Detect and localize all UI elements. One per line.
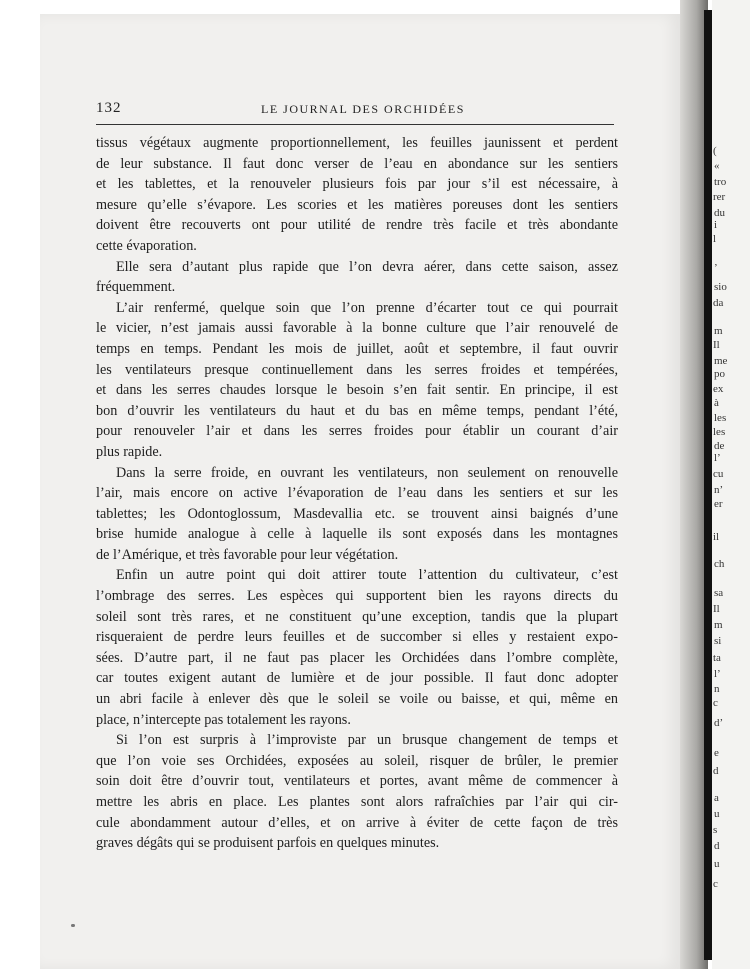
adjacent-page-fragment: les bbox=[714, 412, 727, 424]
text-line: et les tablettes, et la renouveler plusieurs fois par jour s’il est nécessaire, à bbox=[96, 176, 618, 193]
text-line: plus rapide. bbox=[96, 443, 163, 460]
adjacent-page-fragment: n’ bbox=[714, 484, 724, 496]
text-line: tablettes; les Odontoglossum, Masdevallia etc. se trouvent ainsi baignés d’une bbox=[96, 505, 618, 522]
text-line: et dans les serres chaudes lorsque le besoin s’en fait sentir. En principe, il est bbox=[96, 382, 618, 399]
adjacent-page-fragment: d bbox=[714, 840, 720, 852]
adjacent-page-fragment: e bbox=[714, 747, 719, 759]
adjacent-page-fragment: da bbox=[713, 297, 724, 309]
page-number: 132 bbox=[96, 100, 122, 116]
text-line: Si l’on est surpris à l’improviste par un brusque changement de temps et bbox=[116, 732, 618, 749]
text-line: Enfin un autre point qui doit attirer toute l’attention du cultivateur, c’est bbox=[116, 567, 618, 584]
adjacent-page-fragment: l’ bbox=[714, 668, 721, 680]
adjacent-page-fragment: d bbox=[713, 765, 719, 777]
header-rule bbox=[96, 124, 614, 125]
adjacent-page-fragment: ta bbox=[713, 652, 721, 664]
adjacent-page-fragment: ex bbox=[713, 383, 724, 395]
adjacent-page-fragment: c bbox=[713, 697, 718, 709]
scan-speck bbox=[71, 924, 75, 927]
paragraph bbox=[96, 133, 618, 257]
text-line: risqueraient de perdre leurs feuilles et de succomber si elles y restaient expo- bbox=[96, 629, 618, 646]
binding-edge bbox=[704, 10, 712, 960]
adjacent-page-fragment: po bbox=[714, 368, 725, 380]
adjacent-page-fragment: Il bbox=[713, 339, 720, 351]
adjacent-page-fragment: sa bbox=[714, 587, 724, 599]
adjacent-page-fragment: c bbox=[713, 878, 718, 890]
paragraph bbox=[96, 463, 618, 566]
adjacent-page-fragment: a bbox=[714, 792, 719, 804]
text-line: cette évaporation. bbox=[96, 237, 197, 254]
adjacent-page-fragment: n bbox=[714, 683, 720, 695]
adjacent-page-fragment: il bbox=[713, 531, 720, 543]
adjacent-page-fragment: du bbox=[714, 207, 725, 219]
adjacent-page-fragment: tro bbox=[714, 176, 727, 188]
text-line: mettre les abris en place. Les plantes sont alors rafraîchies par l’air qui cir- bbox=[96, 794, 618, 810]
text-line: doivent être recouverts ont pour utilité de rendre très facile et très abondante bbox=[96, 217, 618, 234]
adjacent-page-fragment: me bbox=[714, 355, 728, 367]
adjacent-page-fragment: m bbox=[714, 325, 723, 337]
adjacent-page-fragment: Il bbox=[713, 603, 720, 615]
text-line: soin doit être d’ouvrir tout, ventilateurs et portes, avant même de commencer à bbox=[96, 773, 618, 790]
text-line: car toutes exigent autant de lumière et de jour possible. Il faut donc adopter bbox=[96, 670, 618, 687]
paragraph bbox=[96, 298, 618, 463]
paragraph bbox=[96, 565, 618, 730]
adjacent-page-fragment: rer bbox=[713, 191, 726, 203]
running-header bbox=[96, 100, 616, 120]
text-line: un abri facile à enlever dès que le soleil se voile ou baisse, et qui, même en bbox=[96, 691, 618, 708]
text-line: pour renouveler l’air et dans les serres froides pour établir un courant d’air bbox=[96, 423, 618, 440]
adjacent-page-fragment: er bbox=[714, 498, 723, 510]
journal-title: LE JOURNAL DES ORCHIDÉES bbox=[261, 102, 465, 116]
adjacent-page-fragment: ’ bbox=[714, 262, 718, 274]
text-line: temps en temps. Pendant les mois de juillet, août et septembre, il faut ouvrir bbox=[96, 340, 618, 357]
text-line: graves dégâts qui se produisent parfois en quelques minutes. bbox=[96, 835, 440, 852]
text-line: sées. D’autre part, il ne faut pas placer les Orchidées dans l’ombre complète, bbox=[96, 649, 618, 666]
text-line: fréquemment. bbox=[96, 279, 176, 296]
adjacent-page-fragment: d’ bbox=[714, 717, 724, 729]
text-line: l’air, mais encore on active l’évaporation de l’eau dans les sentiers et sur les bbox=[96, 485, 618, 502]
adjacent-page-fragment: « bbox=[714, 160, 720, 172]
adjacent-page-fragment: s bbox=[713, 824, 718, 836]
text-line: bon d’ouvrir les ventilateurs du haut et du bas en même temps, pendant l’été, bbox=[96, 402, 618, 419]
adjacent-page-fragment: cu bbox=[713, 468, 724, 480]
adjacent-page-fragment: si bbox=[714, 635, 722, 647]
adjacent-page-edge bbox=[712, 0, 750, 969]
body-text bbox=[96, 133, 618, 854]
adjacent-page-fragment: sio bbox=[714, 281, 727, 293]
adjacent-page-fragment: les bbox=[713, 426, 726, 438]
text-line: brise humide analogue à celle à laquelle ils sont exposés dans les montagnes bbox=[96, 526, 618, 543]
text-line: de leur substance. Il faut donc verser de l’eau en abondance sur les sentiers bbox=[96, 155, 618, 172]
text-line: soleil sont très rares, et ne constituent qu’une exception, tandis que la plupart bbox=[96, 608, 618, 625]
adjacent-page-fragment: ( bbox=[713, 145, 717, 157]
adjacent-page-fragment: de bbox=[714, 440, 725, 452]
text-line: place, n’intercepte pas totalement les rayons. bbox=[96, 711, 351, 728]
text-line: cule abondamment autour d’elles, et on arrive à éviter de cette façon de très bbox=[96, 814, 618, 831]
text-line: tissus végétaux augmente proportionnellement, les feuilles jaunissent et perdent bbox=[96, 135, 618, 151]
paragraph bbox=[96, 730, 618, 854]
adjacent-page-fragment: m bbox=[714, 619, 723, 631]
text-line: Dans la serre froide, en ouvrant les ventilateurs, non seulement on renouvelle bbox=[116, 464, 618, 481]
text-line: Elle sera d’autant plus rapide que l’on devra aérer, dans cette saison, assez bbox=[116, 258, 618, 275]
adjacent-page-fragment: l bbox=[713, 233, 717, 245]
adjacent-page-fragment: i bbox=[714, 219, 718, 231]
adjacent-page-fragment: l’ bbox=[714, 452, 721, 464]
text-line: de l’Amérique, et très favorable pour leur végétation. bbox=[96, 546, 399, 563]
adjacent-page-fragment: u bbox=[714, 808, 720, 820]
text-line: l’ombrage des serres. Les espèces qui supportent bien les rayons directs du bbox=[96, 588, 618, 605]
text-line: le vicier, n’est jamais aussi favorable à la bonne culture que l’air renouvelé de bbox=[96, 320, 618, 337]
paragraph bbox=[96, 257, 618, 298]
text-line: mesure qu’elle s’évapore. Les scories et les matières poreuses dont les sentiers bbox=[96, 196, 618, 213]
text-line: que l’on voie ses Orchidées, exposées au soleil, risquer de brûler, le premier bbox=[96, 752, 618, 769]
adjacent-page-fragment: u bbox=[714, 858, 720, 870]
adjacent-page-fragment: ch bbox=[714, 558, 725, 570]
text-line: les ventilateurs presque continuellement dans les serres froides et tempérées, bbox=[96, 361, 618, 378]
text-line: L’air renfermé, quelque soin que l’on prenne d’écarter tout ce qui pourrait bbox=[116, 299, 618, 316]
adjacent-page-fragment: à bbox=[714, 397, 719, 409]
